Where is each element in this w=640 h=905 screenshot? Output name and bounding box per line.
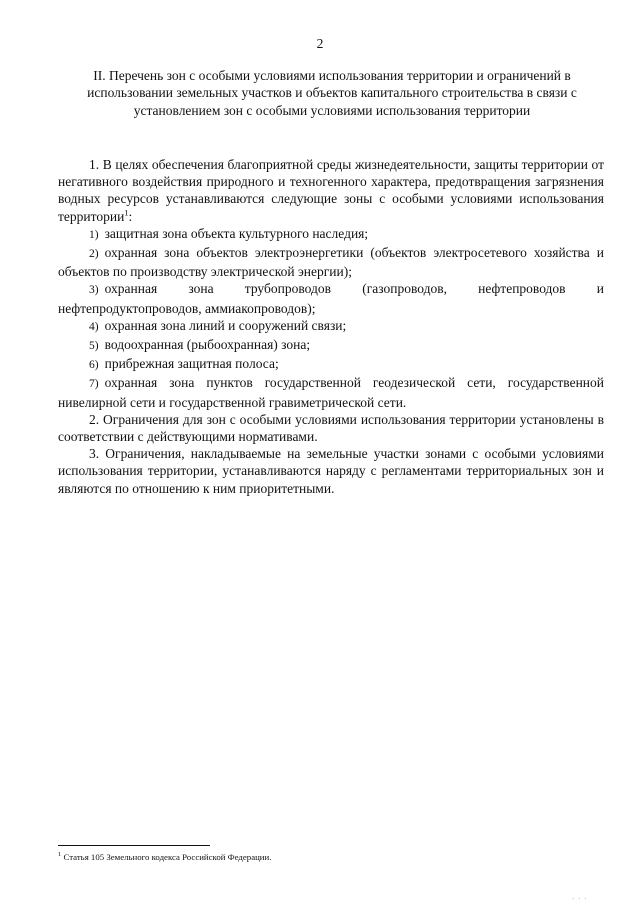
- paragraph-1-text: 1. В целях обеспечения благоприятной среды жизнедеятельности, защиты территории от негативного воздействия природного и техногенного характера, предотвращения загрязнения водных ресурсов устанавливаются следующие зоны с особыми условиями использования территории: [58, 157, 604, 224]
- zone-item-number: 6): [89, 359, 99, 372]
- zone-list-item: [58, 244, 604, 280]
- footnote: [58, 852, 271, 863]
- paragraph-3: 3. Ограничения, накладываемые на земельные участки зонами с особыми условиями использования территории, устанавливаются наряду с регламентами территориальных зон и являются по отношению к ним приоритетными.: [58, 446, 604, 496]
- zone-item-text: охранная зона объектов электроэнергетики (объектов электросетевого хозяйства и объектов по производству электрической энергии);: [58, 245, 604, 280]
- zone-item-text: водоохранная (рыбоохранная) зона;: [104, 337, 311, 353]
- paragraph-1-tail: :: [128, 208, 133, 224]
- footnote-reference[interactable]: 1: [124, 207, 129, 218]
- paragraph-2: 2. Ограничения для зон с особыми условиями использования территории установлены в соответствии с действующими нормативами.: [58, 411, 604, 445]
- zone-item-number: 3): [89, 284, 99, 297]
- zone-list-item: [58, 225, 604, 244]
- zone-list-item: [58, 336, 604, 355]
- zone-item-text: охранная зона трубопроводов (газопроводов, нефтепроводов и нефтепродуктопроводов, аммиакопроводов);: [58, 281, 604, 316]
- zone-item-number: 4): [89, 320, 99, 333]
- zone-item-text: прибрежная защитная полоса;: [104, 356, 279, 372]
- zone-list-item: [58, 374, 604, 410]
- footnote-mark: 1: [58, 851, 62, 859]
- zone-list-item: [58, 317, 604, 336]
- paragraph-1: [58, 156, 604, 225]
- scan-artifact-mark: · · ·: [572, 895, 588, 903]
- document-body: [58, 156, 604, 497]
- zone-list: [58, 225, 604, 411]
- zone-item-number: 1): [89, 228, 99, 241]
- zone-item-text: охранная зона пунктов государственной геодезической сети, государственной нивелирной сети и государственной гравиметрической сети.: [58, 375, 604, 410]
- footnote-text: Статья 105 Земельного кодекса Российской Федерации.: [63, 852, 272, 862]
- page-number: 2: [316, 36, 324, 51]
- zone-item-number: 5): [89, 340, 99, 353]
- zone-item-text: защитная зона объекта культурного наследия;: [104, 225, 369, 241]
- zone-item-text: охранная зона линий и сооружений связи;: [104, 317, 347, 333]
- section-title: II. Перечень зон с особыми условиями использования территории и ограничений в использовании земельных участков и объектов капитального строительства в связи с установлением зон с особыми условиями использования территории: [87, 68, 577, 118]
- zone-list-item: [58, 280, 604, 316]
- zone-item-number: 7): [89, 378, 99, 391]
- zone-item-number: 2): [89, 248, 99, 261]
- footnote-separator: [58, 845, 210, 846]
- zone-list-item: [58, 355, 604, 374]
